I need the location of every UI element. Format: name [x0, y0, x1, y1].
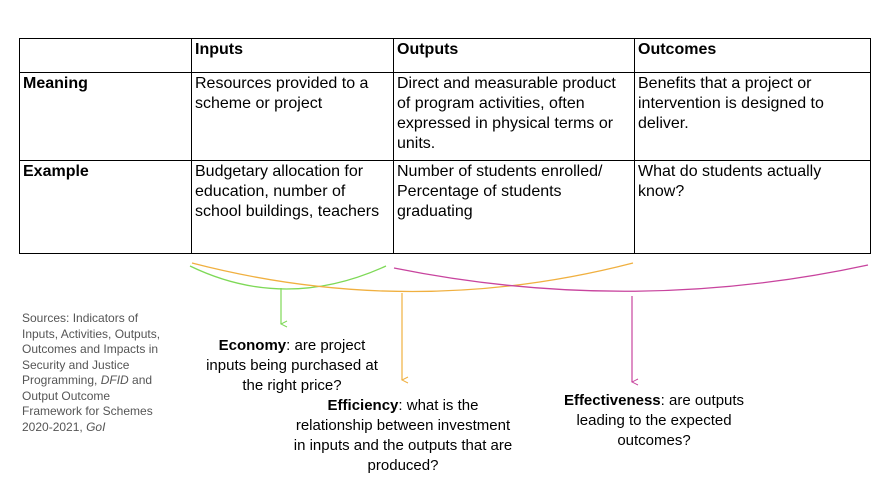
header-cell-outcomes: Outcomes	[635, 39, 871, 73]
cell-example-inputs: Budgetary allocation for education, number of school buildings, teachers	[192, 161, 394, 254]
cell-example-outputs: Number of students enrolled/ Percentage of students graduating	[394, 161, 635, 254]
sources-prefix: Sources: Indicators of Inputs, Activities, Outputs, Outcomes and Impacts in Security and Justice Programming,	[22, 311, 161, 387]
sources-dfid: DFID	[100, 373, 129, 387]
sources-goi: GoI	[86, 419, 106, 434]
sources-note	[22, 311, 172, 435]
efficiency-term: Efficiency	[327, 397, 399, 414]
cell-meaning-outcomes: Benefits that a project or intervention is designed to deliver.	[635, 73, 871, 161]
header-cell-outputs: Outputs	[394, 39, 635, 73]
sources-middle: and Output Outcome Framework for Schemes 2020-2021,	[22, 373, 153, 434]
economy-note	[197, 336, 387, 396]
header-cell-inputs: Inputs	[192, 39, 394, 73]
effectiveness-text: : are outputs leading to the expected outcomes?	[576, 392, 745, 449]
effectiveness-arc	[394, 265, 868, 291]
cell-meaning-outputs: Direct and measurable product of program activities, often expressed in physical terms or units.	[394, 73, 635, 161]
efficiency-note	[288, 396, 518, 476]
row-label-example: Example	[20, 161, 192, 254]
cell-example-outcomes: What do students actually know?	[635, 161, 871, 254]
row-label-meaning: Meaning	[20, 73, 192, 161]
cell-meaning-inputs: Resources provided to a scheme or project	[192, 73, 394, 161]
effectiveness-term: Effectiveness	[563, 392, 661, 409]
efficiency-text: : what is the relationship between investment in inputs and the outputs that are produced?	[293, 397, 513, 474]
economy-term: Economy	[218, 337, 287, 354]
effectiveness-note	[556, 391, 752, 451]
economy-text: : are project inputs being purchased at the right price?	[206, 337, 378, 394]
